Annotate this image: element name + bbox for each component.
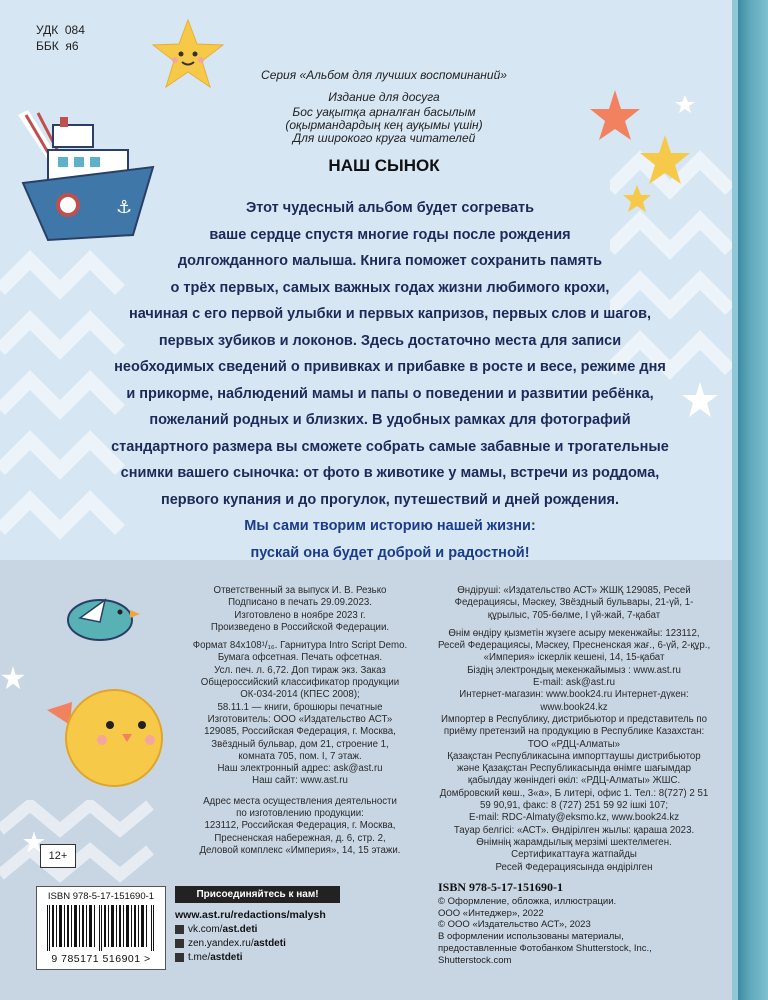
social-handle: astdeti (210, 952, 243, 963)
imprint-line: Пресненская набережная, д. 6, стр. 2, (214, 832, 386, 844)
imprint-line: Өндіруші: «Издательство АСТ» ЖШҚ 129085, Ресей (457, 585, 691, 596)
imprint-line: Звёздный бульвар, дом 21, строение 1, (211, 738, 389, 750)
description-line: начиная с его первой улыбки и первых капризов, первых слов и шагов, (128, 306, 652, 322)
isbn-right: ISBN 978-5-17-151690-1 (438, 880, 563, 894)
description-line: стандартного размера вы сможете собрать самые забавные и трогательные (111, 438, 669, 455)
imprint-line: Изготовлено в ноябре 2023 г. (234, 609, 366, 621)
imprint-line: 59 90,91, факс: 8 (727) 251 59 92 ішкі 107; (479, 800, 669, 812)
udk-bbk-block (36, 22, 85, 54)
imprint-line: www.book24.kz (540, 701, 608, 713)
website-link[interactable]: www.ast.ru/redactions/malysh (175, 909, 326, 921)
social-link-vk[interactable] (175, 924, 340, 935)
imprint-line: Тауар белгісі: «АСТ». Өндірілген жылы: қараша 2023. (453, 824, 695, 836)
slogan-line: Мы сами творим историю нашей жизни: (244, 518, 536, 534)
description-line: долгожданного малыша. Книга поможет сохранить память (177, 253, 603, 269)
imprint-line: Федерациясы, Мәскеу, Звёздный бульвары, 21-үй, 1- (454, 597, 694, 609)
description-line: ваше сердце спустя многие годы после рождения (209, 226, 571, 243)
imprint-line: Ответственный за выпуск И. В. Резько (213, 585, 387, 596)
imprint-line: Ресей Федерациясында өндірілген (495, 861, 653, 873)
imprint-line: Қазақстан Республикасына импорттаушы дистрибьютор (447, 750, 701, 762)
social-prefix: vk.com/ (188, 924, 223, 935)
social-handle: ast.deti (222, 924, 258, 935)
imprint-line: 58.11.1 — книги, брошюры печатные (217, 701, 383, 713)
imprint-line: Подписано в печать 29.09.2023. (228, 597, 372, 609)
social-link-zen[interactable] (175, 938, 340, 949)
barcode-isbn: ISBN 978-5-17-151690-1 (47, 891, 155, 902)
copyright-line: В оформлении использованы материалы, (438, 931, 624, 943)
copyright-line: предоставленные Фотобанком Shutterstock, Inc., (438, 942, 652, 954)
svg-text:⚓: ⚓ (116, 197, 133, 218)
imprint-line: Импортер в Республику, дистрибьютор и представитель по (441, 713, 707, 725)
imprint-line: приёму претензий на продукцию в Республике Казахстан: (443, 726, 705, 738)
imprint-line: Өнім өндіру қызметін жүзеге асыру мекенжайы: 123112, (448, 627, 700, 639)
spine-stripe (738, 0, 768, 1000)
imprint-line: Усл. печ. л. 6,72. Доп тираж экз. Заказ (214, 664, 386, 676)
imprint-left-column (175, 585, 425, 857)
imprint-line: Ресей Федерациясы, Мәскеу, Пресненская жағ., 6-үй, 2-құр., (438, 640, 711, 652)
imprint-line: по изготовлению продукции: (236, 808, 364, 820)
book-title: НАШ СЫНОК (328, 156, 440, 175)
description-line: о трёх первых, самых важных годах жизни любимого крохи, (170, 279, 610, 296)
barcode-bars (45, 905, 157, 951)
imprint-line: Өнімнің жарамдылық мерзімі шектелмеген. (476, 836, 672, 848)
edition-line-2: Бос уақытқа арналған басылым (292, 105, 476, 119)
imprint-line: ОК-034-2014 (КПЕС 2008); (240, 689, 360, 701)
copyright-line: © Оформление, обложка, иллюстрации. (438, 896, 617, 907)
imprint-line: және Қазақстан Республикасында өнімге шағымдар (457, 763, 691, 775)
barcode (36, 886, 166, 970)
telegram-icon (175, 953, 184, 962)
bbk-line: ББК я6 (36, 39, 79, 53)
copyright-line: Shutterstock.com (438, 954, 512, 966)
imprint-line: Формат 84х108¹/₁₆. Гарнитура Intro Script Demo. (192, 640, 408, 652)
imprint-line: Біздің электрондық мекенжайымыз : www.ast.ru (467, 664, 681, 676)
vk-icon (175, 925, 184, 934)
join-us-banner: Присоединяйтесь к нам! (175, 886, 340, 903)
social-prefix: t.me/ (188, 952, 211, 963)
copyright-block (438, 896, 698, 966)
imprint-line: Изготовитель: ООО «Издательство АСТ» (207, 713, 393, 725)
imprint-line: 129085, Российская Федерация, г. Москва, (204, 726, 396, 738)
imprint-line: Адрес места осуществления деятельности (203, 795, 397, 807)
social-prefix: zen.yandex.ru/ (188, 938, 254, 949)
imprint-line: Сертификаттауға жатпайды (511, 849, 637, 861)
small-star-icon-2 (0, 665, 26, 691)
social-handle: astdeti (253, 938, 286, 949)
description-line: снимки вашего сыночка: от фото в животике у мамы, встречи из роддома, (120, 465, 660, 481)
imprint-line: «Империя» іскерлік кешені, 14, 15-қабат (483, 652, 665, 664)
imprint-line: Наш электронный адрес: ask@ast.ru (217, 763, 383, 775)
edition-line-4: Для широкого круга читателей (292, 131, 476, 145)
imprint-line: 123112, Российская Федерация, г. Москва, (204, 820, 396, 832)
slogan-line: пускай она будет доброй и радостной! (250, 544, 530, 561)
social-link-telegram[interactable] (175, 952, 340, 963)
imprint-line: Домбровский көш., 3«а», Б литері, офис 1. Тел.: 8(727) 2 51 (439, 787, 709, 799)
chick-illustration (42, 680, 172, 790)
description-line: и прикорме, наблюдений мамы и папы о поведении и развитии ребёнка, (126, 385, 654, 402)
description-line: необходимых сведений о прививках и прибавке в росте и весе, режиме дня (114, 359, 666, 375)
copyright-line: © ООО «Издательство АСТ», 2023 (438, 919, 591, 931)
imprint-spacer (175, 788, 425, 796)
age-rating-badge: 12+ (40, 844, 76, 868)
edition-line-1: Издание для досуга (328, 90, 440, 104)
imprint-line: E-mail: ask@ast.ru (533, 677, 615, 689)
description-line: первых зубиков и локонов. Здесь достаточно места для записи (158, 332, 622, 349)
imprint-line: қабылдау жөніндегі өкіл: «РДЦ-Алматы» ЖШС. (467, 775, 681, 787)
imprint-line: құрылыс, 705-бөлме, I үй-жай, 7-қабат (487, 609, 661, 621)
description-line: пожеланий родных и близких. В удобных рамках для фотографий (149, 412, 631, 428)
series-name: Серия «Альбом для лучших воспоминаний» (261, 68, 507, 82)
udk-line: УДК 084 (36, 23, 85, 37)
copyright-line: ООО «Интеджер», 2022 (438, 907, 544, 919)
description-line: Этот чудесный альбом будет согревать (245, 200, 535, 216)
imprint-line: Произведено в Российской Федерации. (210, 621, 390, 633)
description-paragraph (90, 195, 690, 566)
social-block (175, 886, 340, 963)
imprint-right-column (438, 585, 710, 874)
edition-line-3: (оқырмандардың кең ауқымы үшін) (285, 118, 483, 132)
imprint-line: E-mail: RDC-Almaty@eksmo.kz, www.book24.kz (468, 812, 680, 824)
imprint-line: Наш сайт: www.ast.ru (252, 775, 348, 787)
imprint-line: Интернет-магазин: www.book24.ru Интернет-дүкен: (459, 689, 689, 701)
zen-icon (175, 939, 184, 948)
imprint-line: Деловой комплекс «Империя», 14, 15 этажи. (199, 844, 401, 856)
barcode-number: 9 785171 516901 > (51, 953, 151, 965)
imprint-line: ТОО «РДЦ-Алматы» (527, 738, 621, 750)
imprint-line: Общероссийский классификатор продукции (200, 677, 400, 689)
imprint-line: Бумага офсетная. Печать офсетная. (217, 652, 383, 664)
description-line: первого купания и до прогулок, путешествий и дней рождения. (160, 491, 620, 508)
imprint-line: комната 705, пом. I, 7 этаж. (238, 750, 362, 762)
bird-illustration (60, 580, 140, 645)
